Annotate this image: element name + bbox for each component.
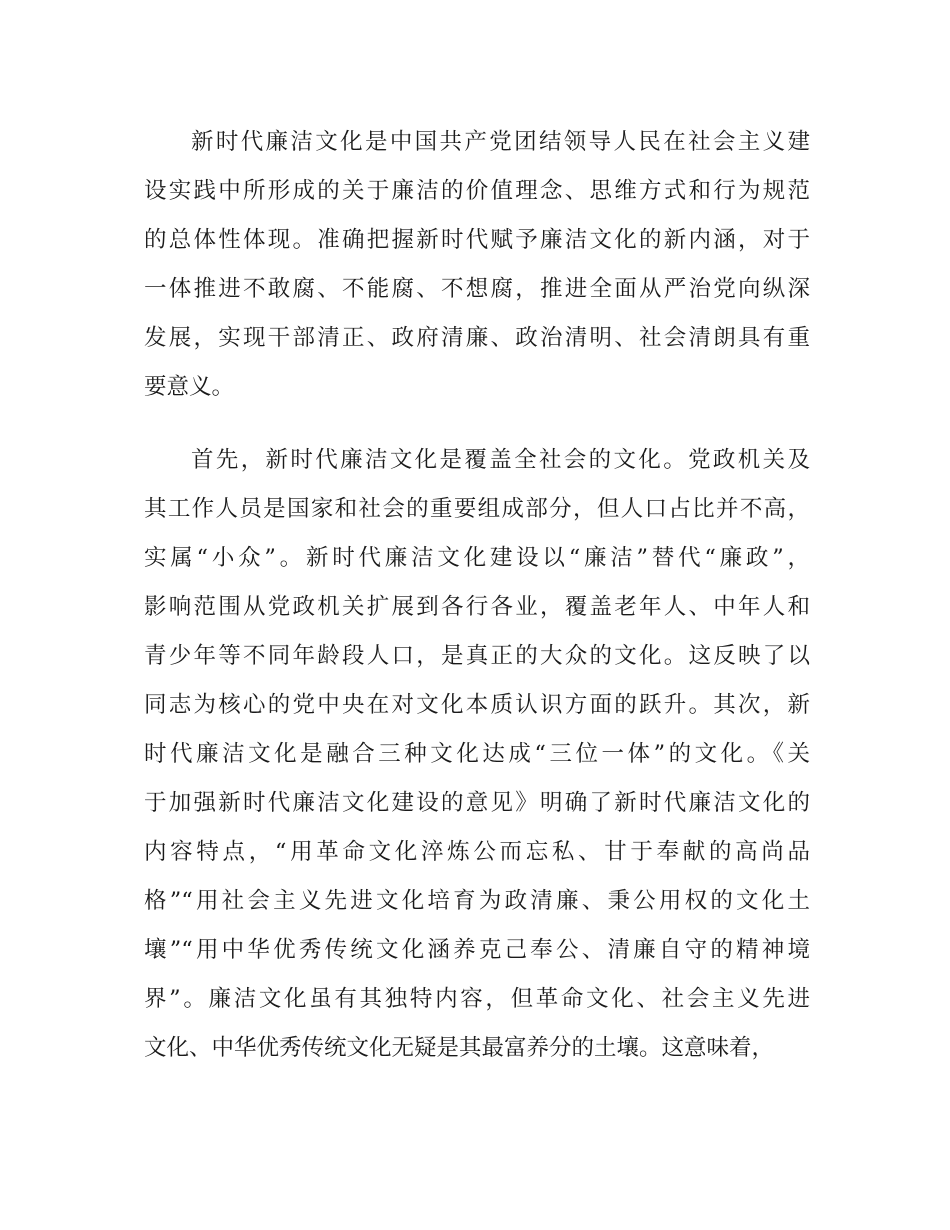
paragraph-line: 设实践中所形成的关于廉洁的价值理念、思维方式和行为规范 xyxy=(144,178,810,204)
paragraph-line: 一体推进不敢腐、不能腐、不想腐，推进全面从严治党向纵深 xyxy=(144,276,810,302)
paragraph-line: 新时代廉洁文化是中国共产党团结领导人民在社会主义建 xyxy=(191,129,810,155)
paragraph-1 xyxy=(144,118,810,412)
paragraph-line: 青少年等不同年龄段人口，是真正的大众的文化。这反映了以 xyxy=(144,643,810,669)
paragraph-2 xyxy=(144,436,810,1073)
paragraph-line: 的总体性体现。准确把握新时代赋予廉洁文化的新内涵，对于 xyxy=(144,227,810,253)
paragraph-line: 界”。廉洁文化虽有其独特内容，但革命文化、社会主义先进 xyxy=(144,986,810,1012)
paragraph-line: 实属“小众”。新时代廉洁文化建设以“廉洁”替代“廉政”， xyxy=(144,545,810,571)
paragraph-line: 发展，实现干部清正、政府清廉、政治清明、社会清朗具有重 xyxy=(144,325,810,351)
paragraph-line: 其工作人员是国家和社会的重要组成部分，但人口占比并不高， xyxy=(144,496,810,522)
paragraph-line: 壤”“用中华优秀传统文化涵养克己奉公、清廉自守的精神境 xyxy=(144,937,810,963)
paragraph-line: 影响范围从党政机关扩展到各行各业，覆盖老年人、中年人和 xyxy=(144,594,810,620)
paragraph-line: 文化、中华优秀传统文化无疑是其最富养分的土壤。这意味着， xyxy=(144,1035,775,1061)
paragraph-line: 格”“用社会主义先进文化培育为政清廉、秉公用权的文化土 xyxy=(144,888,810,914)
paragraph-line: 于加强新时代廉洁文化建设的意见》明确了新时代廉洁文化的 xyxy=(144,790,810,816)
paragraph-line: 时代廉洁文化是融合三种文化达成“三位一体”的文化。《关 xyxy=(144,741,810,767)
paragraph-line: 要意义。 xyxy=(144,374,235,400)
paragraph-line: 首先，新时代廉洁文化是覆盖全社会的文化。党政机关及 xyxy=(191,447,810,473)
paragraph-line: 同志为核心的党中央在对文化本质认识方面的跃升。其次，新 xyxy=(144,692,810,718)
paragraph-line: 内容特点，“用革命文化淬炼公而忘私、甘于奉献的高尚品 xyxy=(144,839,810,865)
